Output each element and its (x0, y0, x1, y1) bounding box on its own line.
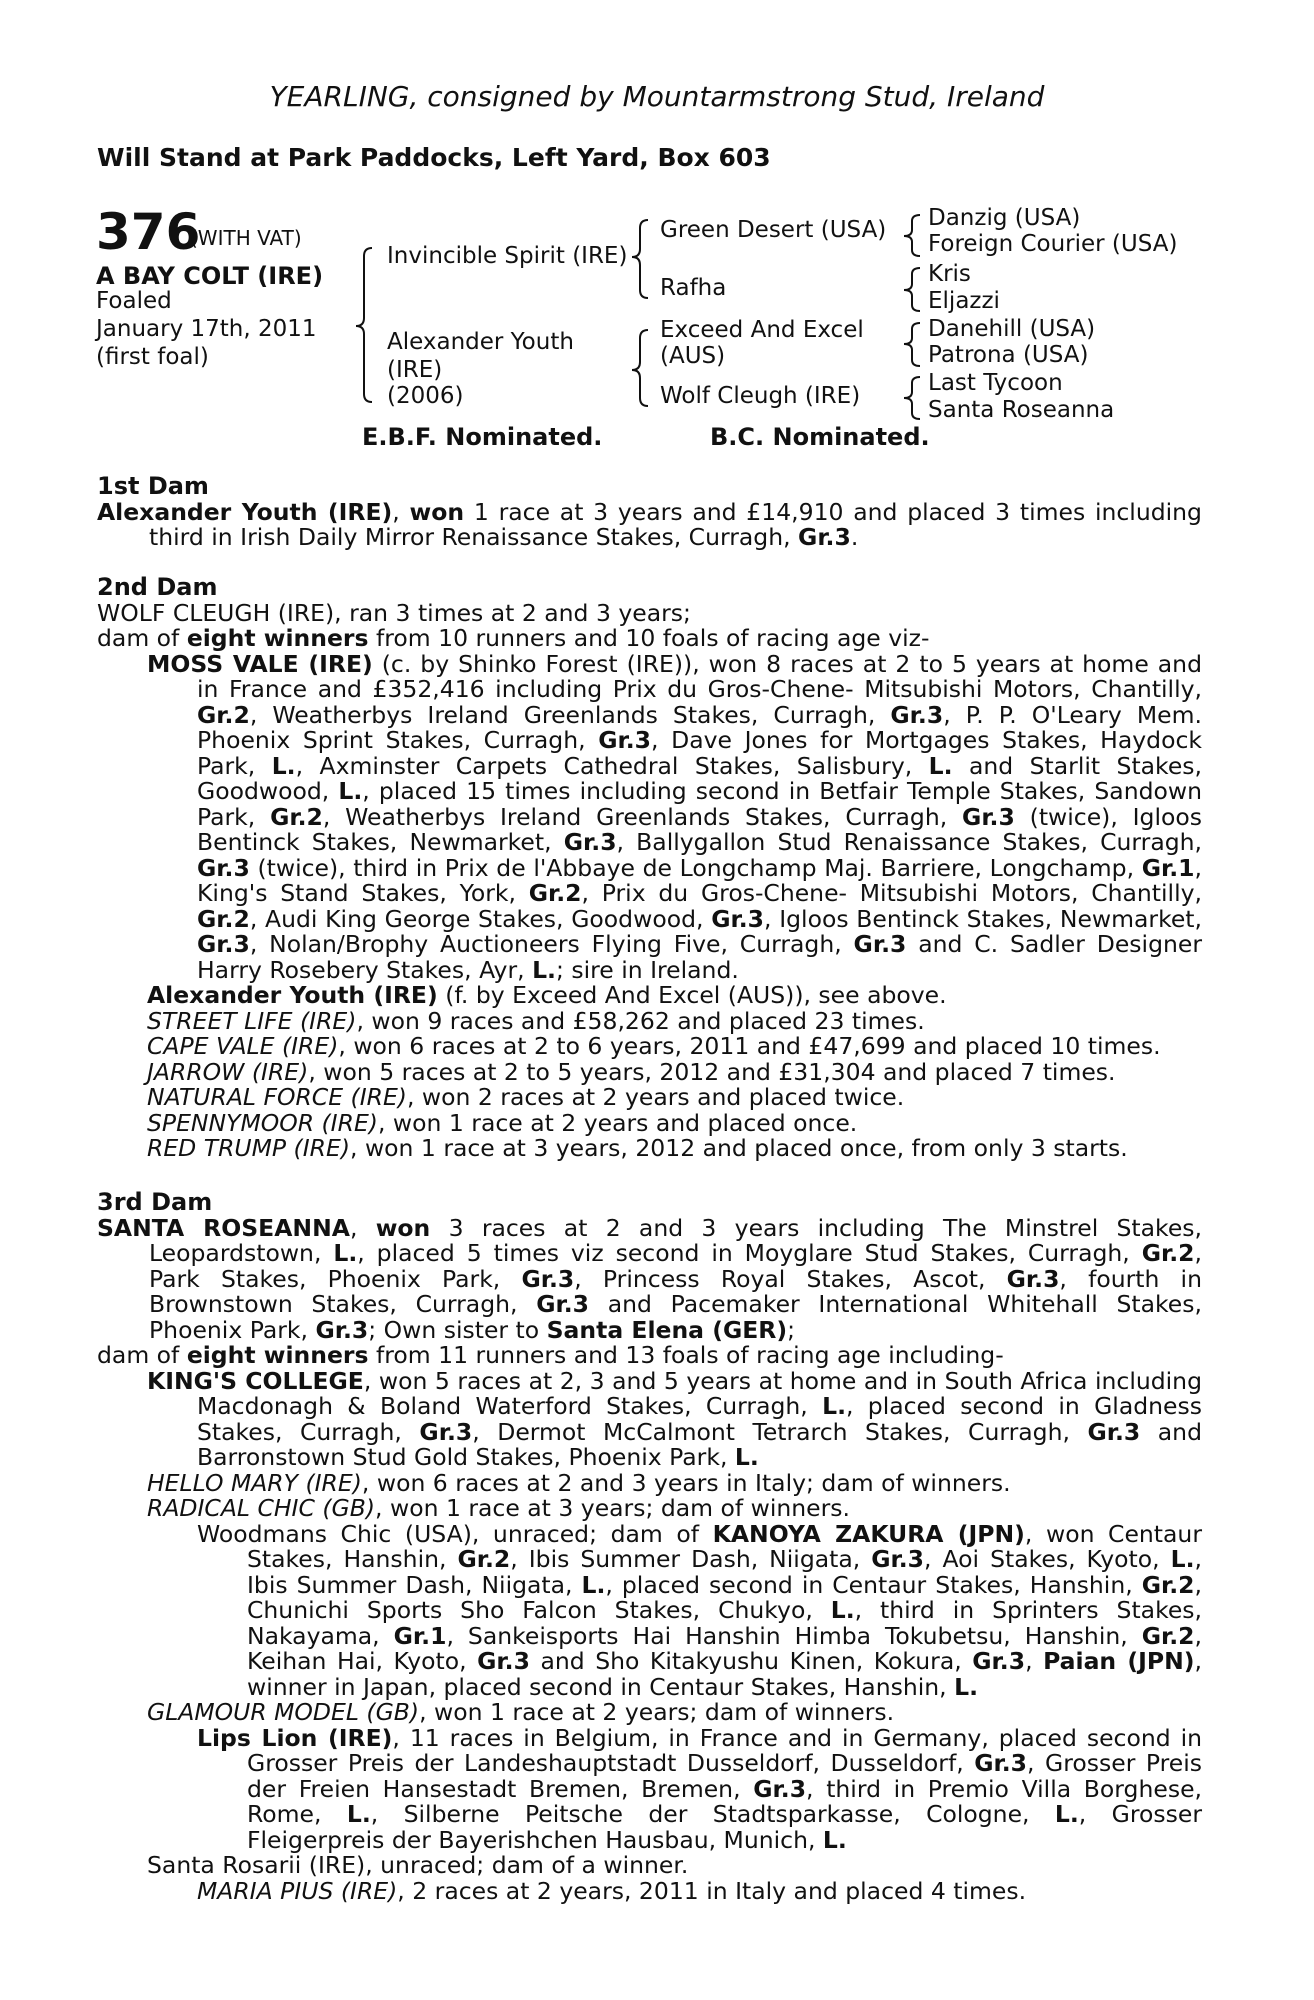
second-dam-produce-summary (97, 626, 1202, 652)
grade-label: Gr.3 (419, 1417, 473, 1446)
race-text: , 2 races at 2 years, 2011 in Italy and placed 4 times. (397, 1876, 1027, 1905)
horse-name: Lips Lion (IRE) (197, 1723, 393, 1752)
race-text: , Grosser Preis der Freien Hansestadt Bremen, Bremen, (247, 1749, 1202, 1803)
produce-woodmans-chic (197, 1519, 1203, 1701)
produce-lips-lion (197, 1723, 1202, 1854)
race-text: , King's Stand Stakes, York, (197, 853, 1202, 907)
race-text: , Park Stakes, Phoenix Park, (149, 1239, 1203, 1293)
pedigree-dam-sire-line1: Exceed And Excel (660, 317, 864, 343)
listed-label: L. (822, 1825, 847, 1854)
race-text: , winner in Japan, placed second in Centaur Stakes, Hanshin, (247, 1647, 1202, 1701)
horse-name: KING'S COLLEGE (147, 1366, 364, 1395)
race-text: , won 5 races at 2 to 5 years, 2012 and £31,304 and placed 7 times. (308, 1057, 1116, 1086)
race-text: , won 1 race at 3 years, 2012 and placed once, from only 3 starts. (350, 1134, 1128, 1162)
ebf-nominated: E.B.F. Nominated. (362, 423, 603, 451)
lot-vat: (WITH VAT) (190, 226, 302, 250)
grade-label: Gr.3 (890, 700, 944, 729)
grade-label: Gr.2 (270, 802, 323, 831)
listed-label: L. (830, 1596, 855, 1624)
third-dam-heading: 3rd Dam (97, 1188, 213, 1216)
race-text: and Starlit Stakes, Goodwood, (197, 751, 1203, 805)
race-text: 3 races at 2 and 3 years including The Minstrel Stakes, Leopardstown, (149, 1213, 1202, 1267)
race-text: , Dave Jones for Mortgages Stakes, Haydock Park, (197, 726, 1202, 780)
race-text: , won 1 race at 2 years and placed once. (377, 1108, 858, 1137)
produce-hello-mary (147, 1468, 1202, 1497)
grade-label: Gr.2 (197, 904, 250, 933)
bracket-dam (632, 330, 648, 406)
race-text: , 11 races in Belgium, in France and in Germany, placed second in Grosser Preis der Landeshauptstadt Dusseldorf, Dusseldorf, (247, 1723, 1202, 1777)
race-text: , won 6 races at 2 to 6 years, 2011 and £47,699 and placed 10 times. (338, 1032, 1161, 1060)
dam-of-rest: from 11 runners and 13 foals of racing age including- (368, 1341, 1004, 1369)
produce-kings-college (147, 1366, 1202, 1471)
listed-label: L. (822, 1392, 846, 1420)
produce-street-life (147, 1006, 1202, 1035)
bracket-ds (904, 323, 920, 366)
race-text: , third in Sprinters Stakes, Nakayama, (247, 1596, 1203, 1650)
first-dam-name: Alexander Youth (IRE) (97, 497, 393, 526)
horse-name: RADICAL CHIC (GB) (147, 1494, 376, 1522)
produce-alexander-youth (147, 983, 1202, 1009)
race-text: , Ibis Summer Dash, Niigata, (247, 1545, 1202, 1599)
horse-name: KANOYA ZAKURA (JPN) (712, 1519, 1025, 1548)
grade-label: Gr.3 (871, 1545, 925, 1573)
race-text: , placed second in Gladness Stakes, Curragh, (197, 1392, 1202, 1446)
horse-name: STREET LIFE (IRE) (147, 1006, 357, 1035)
third-dam-section (97, 1190, 1202, 1904)
foaled-label: Foaled (96, 288, 172, 314)
bracket-sd (904, 268, 920, 311)
race-text: , won 5 races at 2, 3 and 5 years at home and in South Africa including Macdonagh & Boland Waterford Stakes, Curragh, (197, 1366, 1202, 1420)
listed-label: L. (271, 751, 296, 780)
bracket-dd (904, 377, 920, 419)
race-text: , won 2 races at 2 years and placed twice. (406, 1083, 905, 1111)
listed-label: L. (581, 1570, 606, 1599)
produce-moss-vale (147, 649, 1203, 984)
race-text: , Aoi Stakes, Kyoto, (924, 1545, 1171, 1573)
race-text: , Silberne Peitsche der Stadtsparkasse, Cologne, (370, 1800, 1055, 1828)
grade-label: Gr.3 (1087, 1417, 1141, 1446)
race-text: , won 9 races and £58,262 and placed 23 times. (356, 1006, 925, 1035)
grade-label: Gr.3 (853, 930, 907, 958)
winners-count: eight winners (186, 1341, 369, 1369)
bc-nominated: B.C. Nominated. (710, 423, 930, 451)
grade-label: Gr.2 (197, 700, 250, 729)
listed-label: L. (333, 1239, 358, 1267)
pedigree-dds: Last Tycoon (928, 370, 1063, 396)
second-dam-section (97, 575, 1202, 1162)
race-text: ; Own sister to (368, 1315, 547, 1344)
pedigree-dam-line2: (IRE) (387, 357, 443, 383)
pedigree-ddd: Santa Roseanna (928, 397, 1115, 423)
first-dam-text: 1 race at 3 years and £14,910 and placed 3 times including third in Irish Daily Mirror Renaissance Stakes, Curragh, (149, 497, 1202, 551)
third-dam-won: won (375, 1213, 431, 1242)
lot-number: 376 (96, 203, 201, 261)
bracket-ss (904, 215, 920, 256)
foaled-date: January 17th, 2011 (96, 316, 317, 342)
race-text: , won 1 race at 2 years; dam of winners. (419, 1698, 895, 1726)
horse-name: GLAMOUR MODEL (GB) (147, 1698, 420, 1726)
race-text: , Keihan Hai, Kyoto, (247, 1621, 1202, 1675)
race-text: and Sho Kitakyushu Kinen, Kokura, (529, 1647, 973, 1675)
third-dam-paragraph: SANTA ROSEANNA, won 3 races at 2 and 3 years including The Minstrel Stakes, Leopardstown, L., placed 5 times viz second in Moyglare Stud Stakes, Curragh, Gr.2, Park Stakes, Phoenix Park, Gr.3, Princess Royal Stakes, Ascot, Gr.3, fourth in Brownstown Stakes, Curragh, Gr.3 and Pacemaker International Whitehall Stakes, Phoenix Park, Gr.3; Own sister to Santa Elena (GER); (97, 1213, 1203, 1344)
listed-label: L. (346, 1800, 371, 1828)
race-text: , fourth in Brownstown Stakes, Curragh, (149, 1264, 1202, 1318)
grade-label: Gr.3 (972, 1647, 1026, 1675)
race-text: , Princess Royal Stakes, Ascot, (574, 1264, 1007, 1293)
race-text: , Axminster Carpets Cathedral Stakes, Salisbury, (295, 751, 929, 780)
pedigree-ssd: Foreign Courier (USA) (928, 231, 1178, 257)
horse-name: JARROW (IRE) (147, 1057, 309, 1086)
race-text: ; (787, 1315, 796, 1344)
horse-name: HELLO MARY (IRE) (147, 1468, 362, 1497)
race-text: Woodmans Chic (USA), unraced; dam of (197, 1519, 713, 1548)
horse-name: NATURAL FORCE (IRE) (147, 1083, 407, 1111)
pedigree-dss: Danehill (USA) (928, 316, 1096, 342)
dam-of-label: dam of (97, 1341, 187, 1369)
grade-label: Gr.3 (197, 930, 250, 958)
pedigree-sire-dam: Rafha (660, 275, 727, 301)
pedigree-sss: Danzig (USA) (928, 205, 1081, 231)
race-text: , Grosser Fleigerpreis der Bayerishchen Hausbau, Munich, (247, 1800, 1202, 1854)
race-text: and Barronstown Stud Gold Stakes, Phoenix Park, (197, 1417, 1202, 1471)
first-dam-section (97, 474, 1202, 551)
race-text: ; sire in Ireland. (555, 955, 739, 984)
race-text: , placed 15 times including second in Betfair Temple Stakes, Sandown Park, (197, 777, 1202, 831)
horse-name: RED TRUMP (IRE) (147, 1134, 350, 1162)
second-dam-heading: 2nd Dam (97, 573, 218, 601)
race-text: , Weatherbys Ireland Greenlands Stakes, Curragh, (322, 802, 963, 831)
horse-name: MARIA PIUS (IRE) (197, 1876, 398, 1905)
race-text: , Sankeisports Hai Hanshin Himba Tokubetsu, Hanshin, (446, 1621, 1142, 1650)
dam-of-rest: from 10 runners and 10 foals of racing age viz- (368, 624, 930, 652)
second-dam-line1: WOLF CLEUGH (IRE), ran 3 times at 2 and 3 years; (97, 598, 691, 627)
listed-label: L. (532, 955, 556, 984)
race-text: , Chunichi Sports Sho Falcon Stakes, Chukyo, (247, 1570, 1202, 1624)
race-text: , third in Premio Villa Borghese, Rome, (247, 1774, 1202, 1828)
produce-natural-force (147, 1085, 1202, 1111)
stand-location: Will Stand at Park Paddocks, Left Yard, Box 603 (97, 143, 771, 172)
listed-label: L. (338, 777, 363, 805)
winners-count: eight winners (186, 624, 369, 652)
grade-label: Gr.3 (315, 1315, 369, 1344)
produce-jarrow (147, 1057, 1202, 1086)
third-dam-produce-summary (97, 1343, 1202, 1369)
grade-label: Gr.3 (798, 523, 851, 551)
grade-label: Gr.3 (962, 802, 1015, 831)
grade-label: Gr.3 (521, 1264, 575, 1293)
horse-name: SPENNYMOOR (IRE) (147, 1108, 378, 1137)
race-text: (twice), third in Prix de l'Abbaye de Longchamp Maj. Barriere, Longchamp, (249, 853, 1142, 882)
listed-label: L. (954, 1672, 979, 1701)
listed-label: L. (928, 751, 953, 780)
race-text: , placed second in Centaur Stakes, Hanshin, (605, 1570, 1142, 1599)
produce-glamour-model (147, 1700, 1202, 1726)
grade-label: Gr.3 (197, 853, 250, 882)
race-text: (twice), Igloos Bentinck Stakes, Newmarket, (197, 802, 1202, 856)
pedigree-dam-line1: Alexander Youth (387, 329, 574, 355)
dam-of-label: dam of (97, 624, 187, 652)
listed-label: L. (1170, 1545, 1195, 1573)
horse-name: Paian (JPN) (1043, 1647, 1195, 1675)
first-dam-end: . (850, 523, 859, 551)
pedigree-brackets (0, 0, 1314, 440)
race-text: (f. by Exceed And Excel (AUS)), see above. (437, 981, 947, 1009)
race-text: , Prix du Gros-Chene- Mitsubishi Motors, Chantilly, (581, 879, 1202, 907)
produce-santa-rosarii: Santa Rosarii (IRE), unraced; dam of a winner. (147, 1851, 689, 1879)
horse-name: Santa Elena (GER) (546, 1315, 788, 1344)
pedigree-dam-sire-line2: (AUS) (660, 343, 726, 369)
grade-label: Gr.2 (1141, 1570, 1195, 1599)
pedigree-sire-sire: Green Desert (USA) (660, 217, 887, 243)
race-text: , P. P. O'Leary Mem. Phoenix Sprint Stakes, Curragh, (197, 700, 1202, 754)
grade-label: Gr.3 (563, 828, 617, 856)
pedigree-sdd: Eljazzi (928, 288, 1000, 314)
grade-label: Gr.3 (974, 1749, 1028, 1777)
first-dam-heading: 1st Dam (97, 472, 209, 500)
race-text: , Weatherbys Ireland Greenlands Stakes, Curragh, (249, 700, 891, 729)
race-text: , Audi King George Stakes, Goodwood, (249, 904, 712, 933)
grade-label: Gr.2 (528, 879, 582, 907)
pedigree-dam-dam: Wolf Cleugh (IRE) (660, 383, 861, 409)
produce-spennymoor (147, 1108, 1202, 1137)
grade-label: Gr.3 (1006, 1264, 1060, 1293)
first-dam-paragraph: Alexander Youth (IRE), won 1 race at 3 years and £14,910 and placed 3 times including third in Irish Daily Mirror Renaissance Stakes, Curragh, Gr.3. (97, 497, 1202, 551)
race-text: , placed 5 times viz second in Moyglare Stud Stakes, Curragh, (357, 1239, 1142, 1267)
race-text: , Dermot McCalmont Tetrarch Stakes, Curragh, (472, 1417, 1088, 1446)
bracket-sire (632, 220, 648, 298)
pedigree-sire: Invincible Spirit (IRE) (387, 243, 628, 269)
pedigree-dsd: Patrona (USA) (928, 342, 1089, 368)
produce-red-trump (147, 1136, 1202, 1162)
third-dam-name: SANTA ROSEANNA (97, 1213, 350, 1242)
race-text: , (1025, 1647, 1044, 1675)
horse-name: CAPE VALE (IRE) (147, 1032, 339, 1060)
race-text: and C. Sadler Designer Harry Rosebery Stakes, Ayr, (197, 930, 1202, 984)
listed-label: L. (1054, 1800, 1079, 1828)
bracket-main (356, 248, 372, 402)
consignment-line: YEARLING, consigned by Mountarmstrong Stud, Ireland (269, 80, 1045, 113)
listed-label: L. (734, 1443, 759, 1471)
horse-name: Alexander Youth (IRE) (147, 981, 438, 1009)
race-text: , Ibis Summer Dash, Niigata, (510, 1545, 872, 1573)
race-text: , won Centaur Stakes, Hanshin, (247, 1519, 1202, 1573)
grade-label: Gr.2 (1141, 1621, 1195, 1650)
horse-name: MOSS VALE (IRE) (147, 649, 373, 678)
grade-label: Gr.3 (598, 726, 652, 754)
grade-label: Gr.1 (393, 1621, 447, 1650)
grade-label: Gr.3 (477, 1647, 530, 1675)
produce-radical-chic (147, 1496, 1202, 1522)
race-text: , won 6 races at 2 and 3 years in Italy; dam of winners. (361, 1468, 1011, 1497)
race-text: , Ballygallon Stud Renaissance Stakes, Curragh, (616, 828, 1202, 856)
race-text: , Igloos Bentinck Stakes, Newmarket, (764, 904, 1202, 933)
produce-cape-vale (147, 1034, 1202, 1060)
race-text: , won 1 race at 3 years; dam of winners. (375, 1494, 851, 1522)
grade-label: Gr.3 (711, 904, 764, 933)
grade-label: Gr.3 (753, 1774, 807, 1803)
pedigree-dam-line3: (2006) (387, 383, 464, 409)
pedigree-sds: Kris (928, 261, 971, 287)
grade-label: Gr.2 (1141, 1239, 1195, 1267)
grade-label: Gr.2 (457, 1545, 511, 1573)
lot-title: A BAY COLT (IRE) (96, 262, 324, 290)
produce-maria-pius (197, 1876, 1202, 1905)
grade-label: Gr.3 (536, 1290, 590, 1318)
first-dam-won: won (409, 497, 465, 526)
grade-label: Gr.1 (1141, 853, 1195, 882)
race-text: (c. by Shinko Forest (IRE)), won 8 races at 2 to 5 years at home and in France and £352,416 including Prix du Gros-Chene- Mitsubishi Motors, Chantilly, (197, 649, 1202, 703)
race-text: and Pacemaker International Whitehall Stakes, Phoenix Park, (149, 1290, 1202, 1344)
foal-note: (first foal) (96, 344, 209, 370)
race-text: , Nolan/Brophy Auctioneers Flying Five, Curragh, (249, 930, 854, 958)
